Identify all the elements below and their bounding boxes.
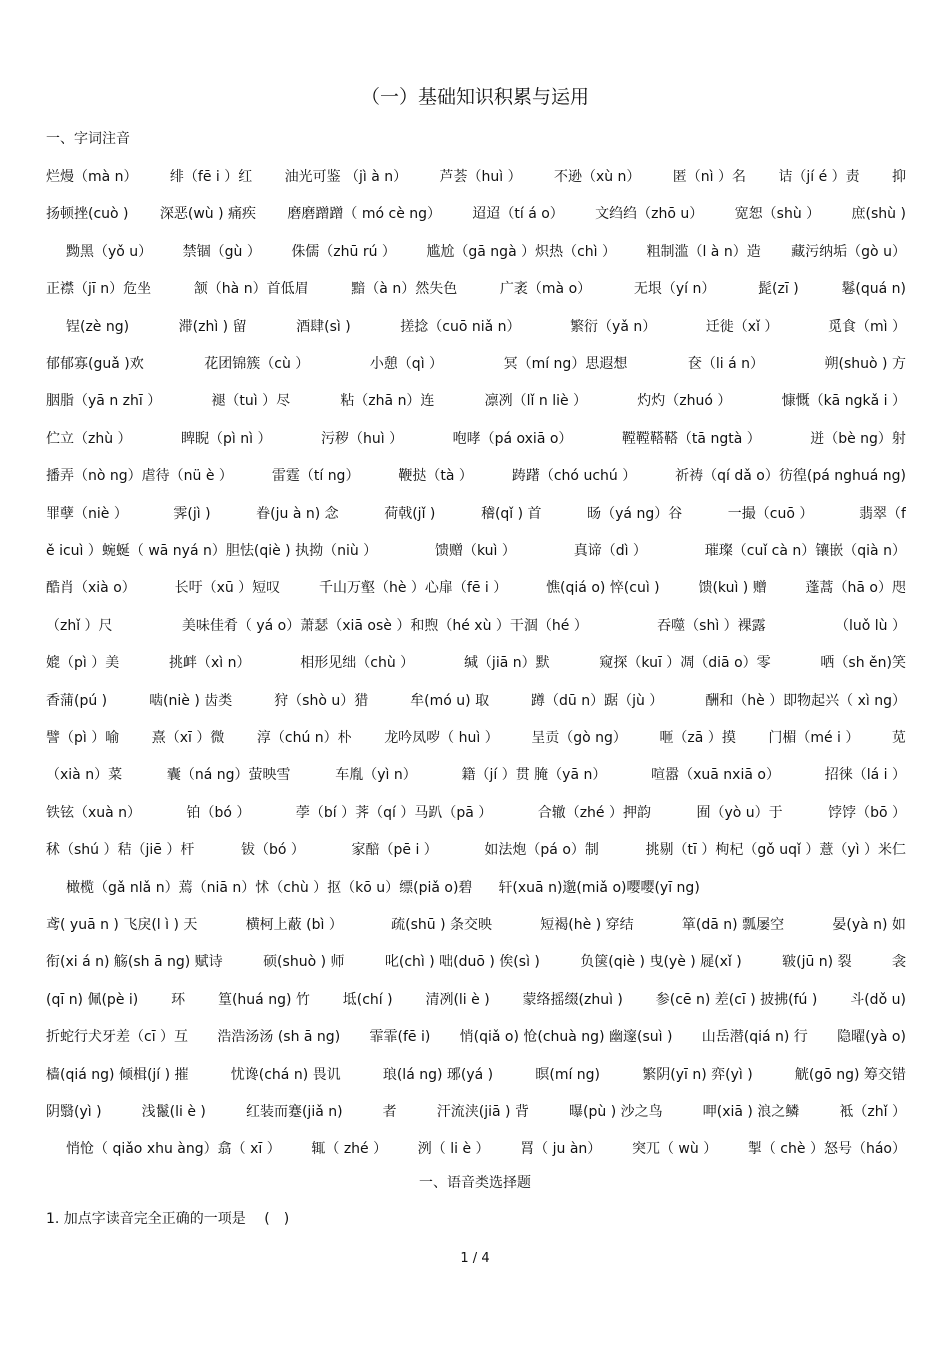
vocab-entry: 媲（pì ）美 [46, 655, 120, 672]
vocab-entry: 招徕（lá i ） [824, 767, 906, 784]
vocab-line [46, 353, 906, 373]
vocab-entry: 油光可鉴 （jì à n） [284, 169, 408, 185]
vocab-entry: 窥探（kuī ）凋（diā o）零 [599, 655, 771, 672]
vocab-line [46, 1026, 906, 1046]
vocab-entry: 朔(shuò ) 方 [824, 356, 906, 372]
vocab-entry: 疏(shū ) 条交映 [391, 917, 492, 933]
vocab-entry: 鬈(quá n) [841, 281, 906, 298]
vocab-entry: 隐曜(yà o) [837, 1029, 906, 1046]
vocab-line [46, 652, 906, 672]
vocab-entry: ě icuì ）蜿蜒（ wā nyá n）胆怯(qiè ) 执拗（niù ） [46, 543, 378, 559]
page-title: （一）基础知识积累与运用 [360, 86, 589, 108]
vocab-entry: 旸（yá ng）谷 [587, 505, 683, 522]
vocab-entry: 坻(chí ) [342, 991, 393, 1008]
vocab-entry: 譬（pì ）喻 [46, 730, 120, 746]
vocab-entry: 禁锢（gù ） [182, 243, 261, 260]
vocab-entry: 挑衅（xì n） [169, 655, 251, 672]
vocab-line [46, 615, 906, 635]
vocab-line [46, 465, 906, 485]
vocab-entry: 横柯上蔽 (bì ） [245, 917, 343, 933]
vocab-entry: 悄(qiǎ o) 怆(chuà ng) 幽邃(suì ) [459, 1029, 673, 1046]
vocab-line [46, 989, 906, 1009]
vocab-entry: 睥睨（pì nì ） [181, 430, 272, 447]
vocab-entry: 锃(zè ng) [66, 318, 130, 335]
page-number: 1 / 4 [460, 1251, 490, 1266]
vocab-entry: 酷肖（xià o） [46, 580, 136, 597]
vocab-entry: 芦荟（huì ） [439, 169, 522, 185]
vocab-line [46, 278, 906, 298]
vocab-entry: 馈赠（kuì ） [434, 543, 516, 559]
vocab-entry: 花团锦簇（cù ） [204, 356, 310, 372]
vocab-entry: 秫（shú ）秸（jiē ）杆 [46, 842, 195, 859]
vocab-entry: 雷霆（tí ng） [271, 468, 360, 485]
vocab-entry: 诘（jí é ）责 [778, 169, 860, 185]
vocab-entry: 悄怆（ qiǎo xhu àng）翕（ xī ） [66, 1141, 281, 1158]
vocab-entry: 门楣（mé i ） [768, 730, 860, 746]
vocab-line [46, 839, 906, 859]
vocab-entry: 香蒲(pú ) [46, 692, 108, 709]
vocab-entry: 苋 [891, 730, 906, 746]
vocab-entry: 馈(kuì ) 赠 [698, 580, 767, 597]
vocab-entry: 匿（nì ）名 [672, 169, 746, 185]
question-1: 1. 加点字读音完全正确的一项是 ( ) [46, 1211, 290, 1227]
vocab-entry: 啮(niè ) 齿类 [149, 692, 233, 709]
vocab-entry: 眷(ju à n) 念 [256, 505, 339, 522]
vocab-entry: 褪（tuì ）尽 [211, 393, 291, 410]
vocab-entry: 庶(shù ) [851, 206, 906, 223]
vocab-entry: 侏儒（zhū rú ） [291, 243, 396, 260]
vocab-line [46, 727, 906, 747]
vocab-entry: 铁铉（xuà n） [46, 804, 142, 821]
vocab-entry: 胭脂（yā n zhī ） [46, 393, 162, 410]
vocab-entry: 荸（bí ）荠（qí ）马趴（pā ） [295, 804, 493, 821]
vocab-entry: 红装而蹇(jiǎ n) [245, 1104, 343, 1120]
vocab-entry: 鞭挞（tà ） [398, 468, 473, 485]
vocab-entry: 浅鬣(li è ) [141, 1104, 206, 1120]
vocab-entry: 颔（hà n）首低眉 [193, 281, 309, 298]
vocab-line [46, 390, 906, 410]
vocab-entry: 荷戟(jǐ ) [384, 505, 436, 522]
vocab-entry: 慷慨（kā ngkǎ i ） [781, 393, 906, 410]
vocab-line [46, 1064, 906, 1084]
vocab-entry: 如法炮（pá o）制 [484, 842, 599, 859]
vocab-entry: 车胤（yì n） [335, 767, 417, 784]
vocab-line [46, 577, 906, 597]
vocab-entry: 铂（bó ） [186, 804, 251, 821]
vocab-entry: 暝(mí ng) [535, 1066, 601, 1083]
vocab-entry: 蹲（dū n）踞（jù ） [531, 692, 664, 709]
vocab-entry: 淳（chú n）朴 [256, 730, 352, 746]
vocab-entry: 美味佳肴（ yá o）萧瑟（xiā osè ）和煦（hé xù ）干涸（hé ） [181, 617, 588, 634]
vocab-entry: 抑 [891, 169, 906, 185]
vocab-entry: 洌（ li è ） [417, 1141, 490, 1158]
vocab-entry: 橄榄（gǎ nlǎ n）蔫（niā n）怵（chù ）抠（kō u）缥(piǎ o)碧 [66, 879, 473, 896]
vocab-entry: 郁郁寡(guǎ )欢 [46, 356, 144, 372]
vocab-entry: 叱(chì ) 咄(duō ) 俟(sì ) [384, 954, 540, 971]
vocab-entry: 文绉绉（zhō u） [595, 206, 704, 223]
vocab-entry: 狩（shò u）猎 [274, 692, 369, 709]
vocab-entry: 参(cē n) 差(cī ) 披拂(fú ) [655, 991, 818, 1008]
vocab-entry: 憔(qiá o) 悴(cuì ) [546, 580, 660, 597]
vocab-entry: 晏(yà n) 如 [832, 917, 906, 933]
vocab-line [46, 764, 906, 784]
vocab-entry: 吞噬（shì ）裸露 [657, 617, 766, 634]
vocab-entry: 轩(xuā n)邈(miǎ o)嘤嘤(yī ng) [498, 879, 700, 896]
vocab-entry: 粘（zhā n）连 [340, 393, 435, 410]
vocab-line [66, 316, 906, 336]
vocab-entry: 凛冽（lǐ n liè ） [484, 393, 588, 410]
vocab-entry: 璀璨（cuǐ cà n）镶嵌（qià n） [704, 543, 906, 559]
vocab-entry: 真谛（dì ） [573, 543, 647, 559]
vocab-line [46, 690, 906, 710]
vocab-entry: 袛（zhǐ ） [839, 1104, 906, 1120]
vocab-entry: 踌躇（chó uchú ） [511, 468, 637, 485]
vocab-line [46, 428, 906, 448]
vocab-entry: 黝黑（yǒ u） [66, 243, 153, 260]
vocab-entry: 扬顿挫(cuò ) [46, 206, 129, 223]
vocab-entry: 迢迢（tí á o） [472, 206, 564, 223]
vocab-line [46, 166, 906, 186]
vocab-entry: （xià n）菜 [46, 767, 123, 784]
vocab-entry: 罪孽（niè ） [46, 505, 128, 522]
vocab-line [66, 241, 906, 261]
vocab-entry: 正襟（jī n）危坐 [46, 281, 152, 298]
vocab-entry: 囿（yò u）于 [696, 804, 783, 821]
vocab-entry: 衾 [891, 954, 906, 971]
vocab-line [66, 1138, 906, 1158]
vocab-entry: 绯（fē i ）红 [169, 169, 253, 185]
vocab-entry: （luǒ lù ） [835, 617, 906, 634]
vocab-entry: 小憩（qì ） [369, 356, 444, 372]
vocab-entry: (qī n) 佩(pè i) [46, 991, 139, 1008]
vocab-entry: 突兀（ wù ） [631, 1141, 718, 1158]
vocab-entry: 翡翠（f [858, 505, 906, 522]
vocab-entry: 污秽（huì ） [321, 430, 404, 447]
vocab-entry: 籍（jí ）贯 腌（yā n） [461, 767, 607, 784]
vocab-entry: 酬和（hè ）即物起兴（ xì ng） [705, 692, 906, 709]
vocab-entry: 灼灼（zhuó ） [637, 393, 732, 410]
vocab-entry: 汗流浃(jiā ) 背 [436, 1104, 529, 1120]
vocab-entry: 冥（mí ng）思遐想 [503, 356, 628, 372]
vocab-entry: 咂（zā ）摸 [659, 730, 736, 746]
vocab-entry: 罥（ ju àn） [520, 1141, 602, 1158]
vocab-entry: 衔(xi á n) 觞(sh ā ng) 赋诗 [46, 954, 223, 971]
vocab-entry: 挑剔（tī ）枸杞（gǒ uqǐ ）薏（yì ）米仁 [645, 842, 906, 859]
vocab-entry: 搓捻（cuō niǎ n） [400, 318, 521, 335]
vocab-entry: 广袤（mà o） [499, 281, 592, 298]
vocab-entry: 繁衍（yǎ n） [570, 318, 657, 335]
vocab-entry: 囊（ná ng）萤映雪 [166, 767, 291, 784]
vocab-line [46, 203, 906, 223]
vocab-entry: 霏霏(fē i) [369, 1029, 431, 1046]
vocab-entry: 呈贡（gò ng） [531, 730, 627, 746]
vocab-entry: 清冽(li è ) [425, 991, 490, 1008]
vocab-entry: 龙吟凤哕（ huì ） [384, 730, 499, 746]
vocab-entry: 辄（ zhé ） [311, 1141, 388, 1158]
vocab-entry: 篁(huá ng) 竹 [217, 991, 310, 1008]
vocab-entry: 磨磨蹭蹭（ mó cè ng） [287, 206, 442, 223]
vocab-entry: 奁（li á n） [687, 356, 764, 372]
vocab-entry: 稽(qǐ ) 首 [480, 505, 542, 522]
vocab-entry: 觥(gō ng) 筹交错 [794, 1066, 906, 1083]
vocab-entry: 钹（bó ） [240, 842, 305, 859]
vocab-entry: 霁(jì ) [173, 505, 211, 522]
vocab-entry: 觅食（mì ） [827, 318, 906, 335]
sub-heading: 一、语音类选择题 [419, 1175, 531, 1191]
vocab-line [46, 802, 906, 822]
vocab-entry: 斗(dǒ u) [850, 991, 906, 1008]
vocab-entry: 鞺鞺鞳鞳（tā ngtà ） [621, 430, 761, 447]
vocab-entry: 黯（à n）然失色 [351, 281, 458, 298]
vocab-entry: 相形见绌（chù ） [300, 655, 415, 672]
vocab-entry: 琅(lá ng) 琊(yá ) [382, 1066, 494, 1083]
vocab-entry: 播弄（nò ng）虐待（nü è ） [46, 468, 233, 485]
vocab-entry: 滞(zhì ) 留 [178, 318, 247, 335]
vocab-entry: 家醅（pē i ） [351, 842, 438, 859]
vocab-entry: 环 [171, 991, 186, 1008]
vocab-entry: 硕(shuò ) 师 [263, 954, 345, 971]
vocab-entry: 忧谗(chá n) 畏讥 [230, 1066, 341, 1083]
vocab-entry: 髭(zī ) [758, 281, 799, 298]
vocab-line [46, 914, 906, 934]
vocab-entry: 箪(dā n) 瓢屡空 [681, 917, 785, 933]
vocab-entry: 熹（xī ）微 [151, 730, 225, 746]
vocab-entry: 藏污纳垢（gò u） [791, 243, 906, 260]
vocab-entry: 牟(mó u) 取 [410, 692, 490, 709]
vocab-entry: 曝(pù ) 沙之鸟 [569, 1104, 663, 1120]
vocab-entry: 迁徙（xǐ ） [705, 318, 779, 335]
vocab-entry: 长吁（xū ）短叹 [174, 580, 281, 597]
vocab-entry: 酒肆(sì ) [296, 318, 351, 335]
vocab-entry: 尴尬（gā ngà ）炽热（chì ） [426, 243, 617, 260]
vocab-entry: 皲(jū n) 裂 [782, 954, 852, 971]
vocab-entry: 繁阴(yī n) 弈(yì ) [642, 1066, 753, 1083]
vocab-entry: 喧嚣（xuā nxiā o） [651, 767, 780, 784]
vocab-entry: 短褐(hè ) 穿结 [540, 917, 634, 933]
section-heading: 一、字词注音 [46, 131, 130, 147]
vocab-entry: 迸（bè ng）射 [810, 430, 906, 447]
vocab-entry: 呷(xiā ) 浪之鳞 [702, 1104, 800, 1120]
vocab-entry: 烂熳（mà n） [46, 169, 138, 185]
vocab-entry: 阴翳(yì ) [46, 1104, 102, 1120]
vocab-line [46, 503, 906, 523]
vocab-entry: 粗制滥（l à n）造 [646, 243, 761, 260]
vocab-entry: 折蛇行犬牙差（cī ）互 [46, 1029, 189, 1046]
vocab-entry: 浩浩汤汤 (sh ā ng) [217, 1029, 341, 1046]
vocab-line [66, 877, 906, 897]
vocab-entry: 者 [382, 1104, 397, 1120]
vocab-entry: 饽饽（bō ） [828, 804, 906, 821]
vocab-line [46, 951, 906, 971]
vocab-entry: 缄（jiā n）默 [463, 655, 550, 672]
vocab-entry: 咆哮（pá oxiā o） [452, 430, 573, 447]
vocab-entry: 鸢( yuā n ) 飞戾(l ì ) 天 [46, 917, 198, 933]
vocab-entry: （zhǐ ）尺 [46, 617, 113, 634]
vocab-entry: 一撮（cuō ） [727, 505, 814, 522]
vocab-entry: 宽恕（shù ） [734, 206, 821, 223]
vocab-line [46, 1101, 906, 1121]
vocab-entry: 深恶(wù ) 痛疾 [159, 206, 257, 223]
vocab-entry: 无垠（yí n） [633, 281, 716, 298]
vocab-entry: 蓬蒿（hā o）咫 [805, 580, 906, 597]
vocab-line [46, 540, 906, 560]
vocab-entry: 哂（sh ěn)笑 [820, 655, 906, 672]
vocab-entry: 千山万壑（hè ）心扉（fē i ） [318, 580, 508, 597]
vocab-entry: 樯(qiá ng) 倾楫(jí ) 摧 [46, 1066, 189, 1083]
vocab-entry: 祈祷（qí dǎ o）彷徨(pá nghuá ng) [675, 468, 906, 485]
vocab-entry: 掣（ chè ）怒号（háo） [747, 1141, 906, 1158]
vocab-entry: 合辙（zhé ）押韵 [537, 804, 651, 821]
vocab-entry: 不逊（xù n） [553, 169, 641, 185]
vocab-entry: 蒙络摇缀(zhuì ) [522, 991, 623, 1008]
vocab-entry: 山岳潜(qiá n) 行 [701, 1029, 808, 1046]
vocab-entry: 伫立（zhù ） [46, 430, 132, 447]
vocab-entry: 负箧(qiè ) 曳(yè ) 屣(xǐ ) [580, 954, 742, 971]
